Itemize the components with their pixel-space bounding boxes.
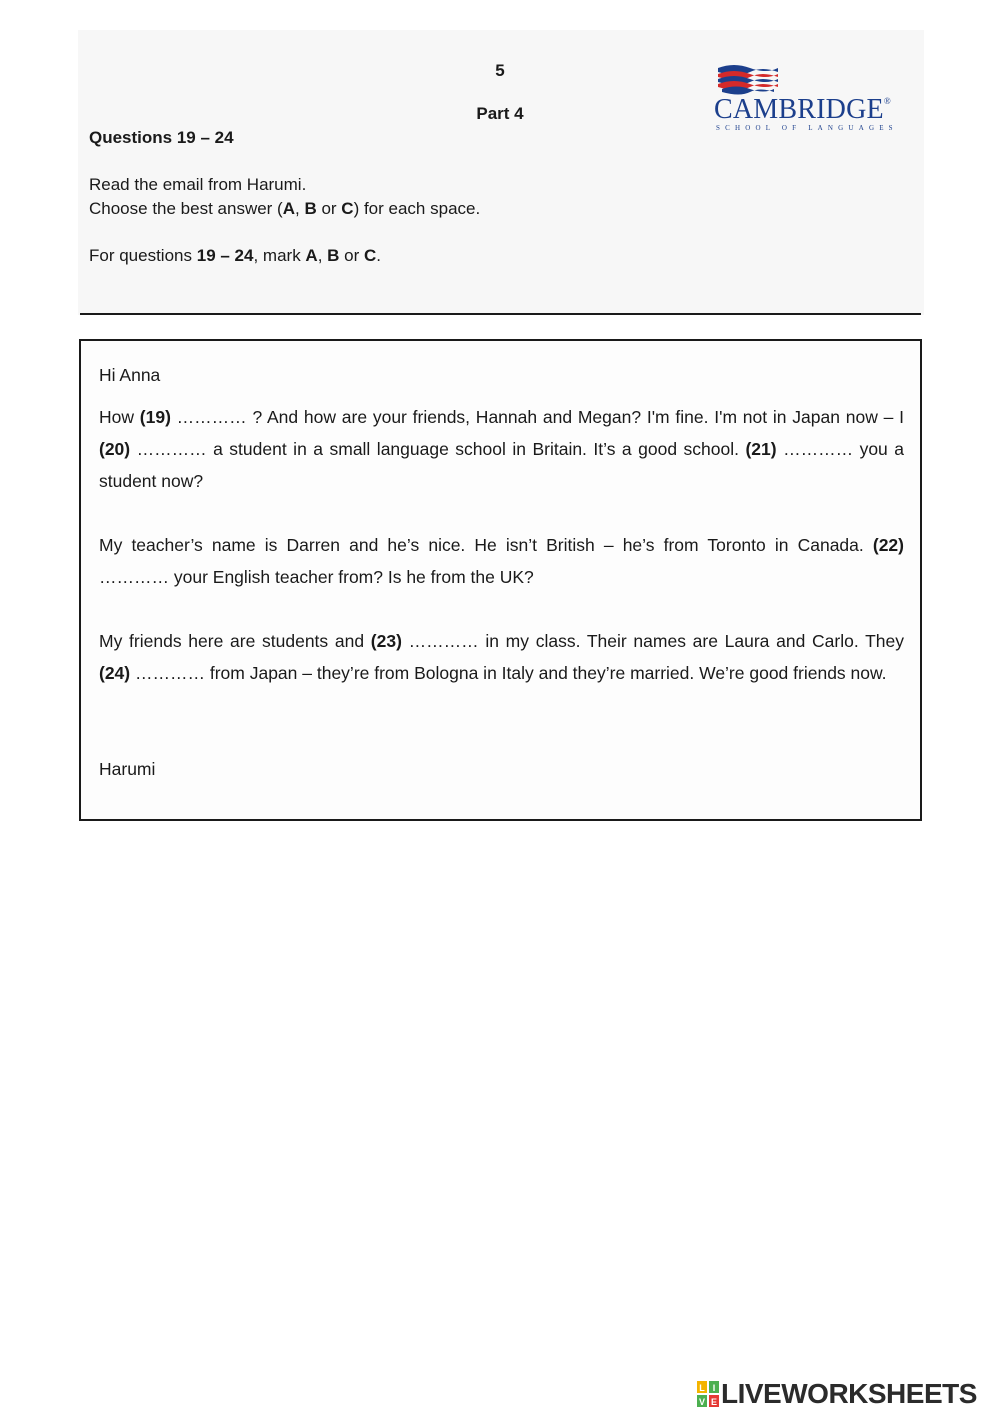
cambridge-logo	[712, 62, 904, 132]
flag-icon	[716, 62, 780, 96]
gap-19: (19)	[139, 407, 171, 427]
instruction-line-2: Choose the best answer (A, B or C) for each space.	[89, 199, 481, 218]
liveworksheets-wordmark: LIVEWORKSHEETS	[721, 1378, 977, 1409]
svg-text:E: E	[710, 1397, 718, 1407]
liveworksheets-logo	[697, 1378, 997, 1410]
page-number: 5	[495, 61, 505, 80]
part-title: Part 4	[476, 104, 524, 123]
gap-21: (21)	[745, 439, 777, 459]
gap-20: (20)	[99, 439, 131, 459]
gap-22: (22)	[872, 535, 904, 555]
email-greeting: Hi Anna	[99, 365, 161, 385]
gap-23: (23)	[370, 631, 402, 651]
email-paragraph-2: My teacher’s name is Darren and he’s nice. He isn’t British – he’s from Toronto in Canada. (22) ………… your English teacher from? Is he from the UK?	[99, 535, 904, 587]
email-signature: Harumi	[99, 759, 156, 779]
instruction-line-1: Read the email from Harumi.	[89, 175, 307, 194]
logo-subtitle: SCHOOL OF LANGUAGES	[716, 124, 898, 132]
email-paragraph-3: My friends here are students and (23) ………… in my class. Their names are Laura and Carlo. They (24) ………… from Japan – they’re from Bologna in Italy and they’re married. We’re good friends now.	[99, 631, 905, 683]
email-paragraph-1: How (19) ………… ? And how are your friends, Hannah and Megan? I'm fine. I'm not in Japan now – I (20) ………… a student in a small language school in Britain. It’s a good school. (21) ………… you a student now?	[99, 407, 904, 491]
svg-text:I: I	[712, 1383, 716, 1393]
svg-text:V: V	[698, 1397, 706, 1407]
logo-wordmark: CAMBRIDGE®	[714, 94, 891, 125]
email-box	[79, 339, 922, 821]
questions-heading: Questions 19 – 24	[89, 128, 234, 147]
liveworksheets-icon	[697, 1381, 719, 1407]
gap-24: (24)	[99, 663, 131, 683]
svg-text:L: L	[699, 1383, 705, 1393]
instruction-line-3: For questions 19 – 24, mark A, B or C.	[89, 246, 382, 265]
divider-line	[80, 313, 921, 315]
